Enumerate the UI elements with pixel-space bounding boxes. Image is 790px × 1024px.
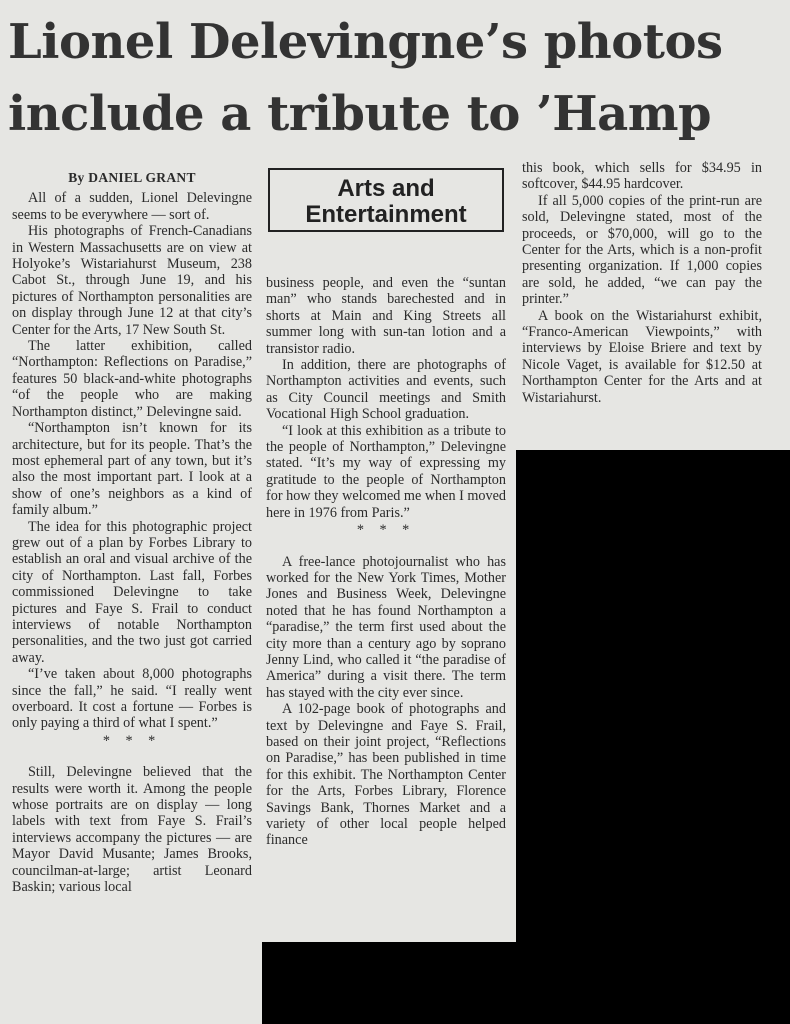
section-box-line-2: Entertainment	[305, 201, 467, 228]
clipping-bottom	[0, 942, 262, 1024]
article-column-1	[12, 170, 252, 895]
section-box-line-1: Arts and	[337, 175, 435, 202]
paragraph: “I look at this exhibition as a tribute to the people of Northampton,” Delevingne stated. “It’s my way of expressing my gratitude to the people of Northampton for how they welcomed me when I moved here in 1976 from Paris.”	[266, 422, 506, 521]
section-box	[268, 168, 504, 232]
paragraph: “I’ve taken about 8,000 photographs since the fall,” he said. “I really went overboard. It cost a fortune — Forbes is only paying a third of what I spent.”	[12, 666, 252, 732]
paragraph: All of a sudden, Lionel Delevingne seems to be everywhere — sort of.	[12, 190, 252, 223]
headline-line-1: Lionel Delevingne’s photos	[8, 14, 723, 70]
paragraph: business people, and even the “suntan man” who stands barechested and in shorts at Main and King Streets all summer long with sun-tan lotion and a transistor radio.	[266, 275, 506, 357]
paragraph: A book on the Wistariahurst exhibit, “Franco-American Viewpoints,” with interviews by Eloise Briere and text by Nicole Vaget, is available for $12.50 at Northampton Center for the Arts and at Wistariahurst.	[522, 307, 762, 406]
paragraph: A free-lance photojournalist who has worked for the New York Times, Mother Jones and Business Week, Delevingne noted that he has found Northampton a “paradise,” the term first used about the city more than a century ago by soprano Jenny Lind, who called it “the paradise of America” during a visit there. The term has stayed with the city ever since.	[266, 553, 506, 701]
spacer	[12, 750, 252, 764]
article-column-3	[522, 160, 762, 406]
paragraph: The idea for this photographic project grew out of a plan by Forbes Library to establish an oral and visual archive of the city of Northampton. Last fall, Forbes commissioned Delevingne to take pictures and Faye S. Frail to conduct interviews of notable Northampton personalities, and the two just got carried away.	[12, 518, 252, 666]
paragraph: His photographs of French-Canadians in Western Massachusetts are on view at Holyoke’s Wistariahurst Museum, 238 Cabot St., through June 19, and his pictures of Northampton personalities are on display through June 12 at that city’s Center for the Arts, 17 New South St.	[12, 223, 252, 338]
headline	[8, 6, 788, 150]
article-column-2	[266, 275, 506, 849]
paragraph: Still, Delevingne believed that the results were worth it. Among the people whose portraits are on display — long labels with text from Faye S. Frail’s interviews accompany the pictures — are Mayor David Musante; James Brooks, councilman-at-large; artist Leonard Baskin; various local	[12, 764, 252, 896]
byline: By DANIEL GRANT	[68, 170, 196, 185]
paragraph: The latter exhibition, called “Northampton: Reflections on Paradise,” features 50 black-and-white photographs “of the people who are making Northampton distinct,” Delevingne said.	[12, 338, 252, 420]
spacer	[266, 540, 506, 554]
section-separator: * * *	[356, 522, 416, 539]
paragraph: A 102-page book of photographs and text by Delevingne and Faye S. Frail, based on their joint project, “Reflections on Paradise,” has been published in time for this exhibit. The Northampton Center for the Arts, Forbes Library, Florence Savings Bank, Thornes Market and a variety of other local people helped finance	[266, 701, 506, 849]
paragraph: If all 5,000 copies of the print-run are sold, Delevingne stated, most of the proceeds, or $70,000, will go to the Center for the Arts, which is a non-profit presenting organization. If 1,000 copies are sold, he added, “we can pay the printer.”	[522, 192, 762, 308]
paragraph: this book, which sells for $34.95 in softcover, $44.95 hardcover.	[522, 160, 762, 193]
headline-line-2: include a tribute to ’Hamp	[8, 86, 712, 142]
section-separator: * * *	[102, 732, 162, 749]
paragraph: “Northampton isn’t known for its architecture, but for its people. That’s the most ephemeral part of any town, but it’s also the most important part. I look at a show of one’s neighbors as a kind of family album.”	[12, 420, 252, 519]
paragraph: In addition, there are photographs of Northampton activities and events, such as City Council meetings and Smith Vocational High School graduation.	[266, 357, 506, 423]
